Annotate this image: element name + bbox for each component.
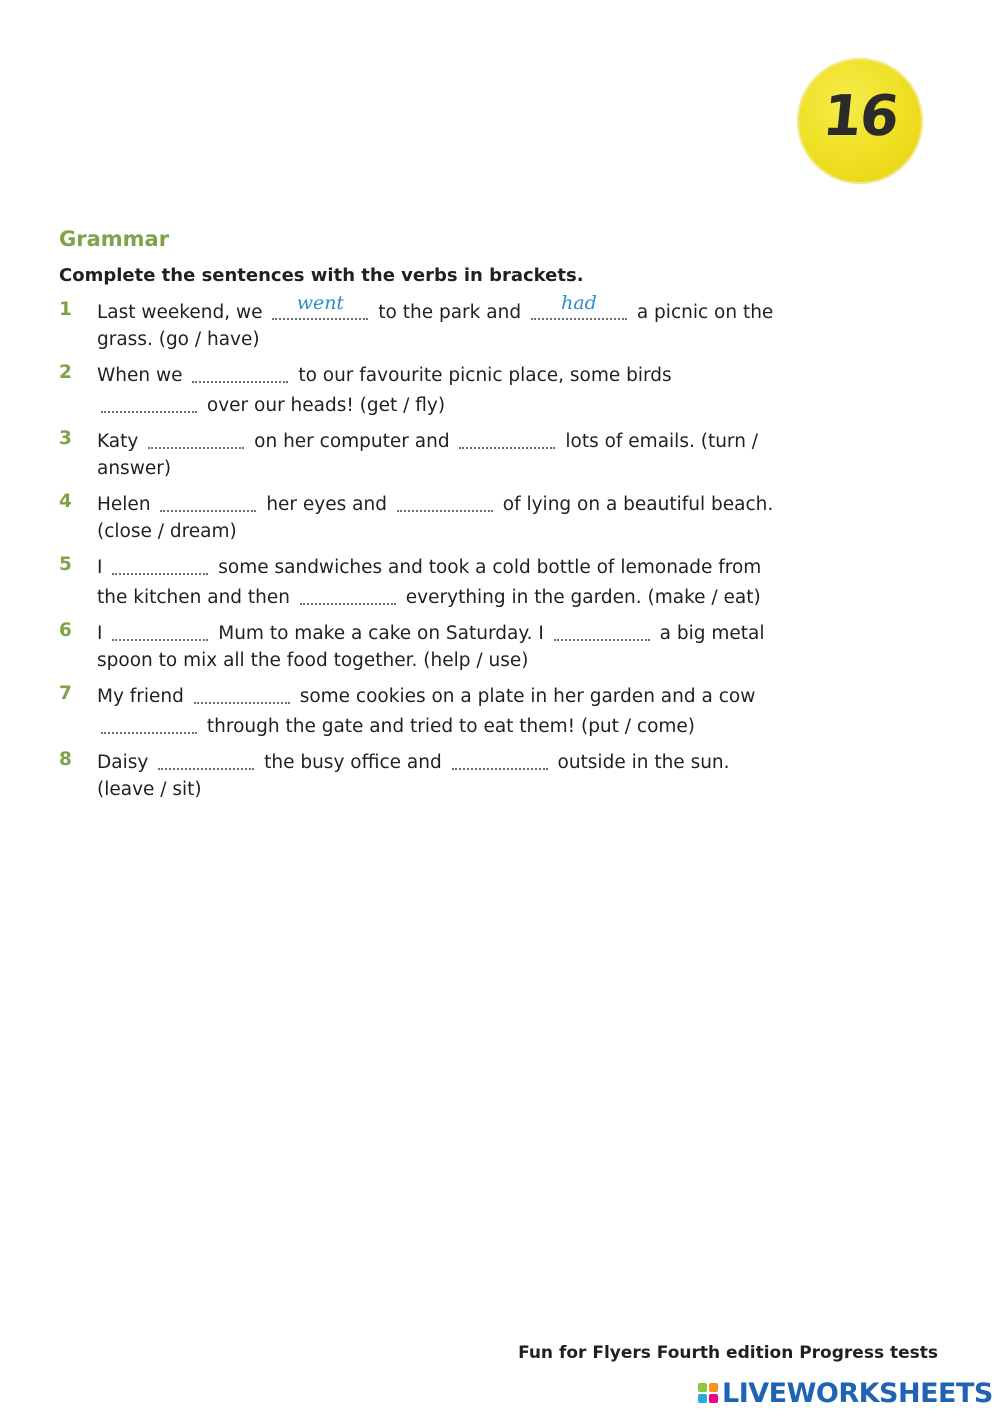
answer-blank[interactable] [531, 292, 627, 320]
question-text: outside in the sun. (leave / sit) [97, 752, 730, 800]
logo-square [698, 1394, 707, 1403]
question-number: 6 [59, 620, 72, 641]
answer-blank[interactable] [272, 292, 368, 320]
unit-badge [797, 58, 923, 184]
question-number: 7 [59, 683, 72, 704]
question-item [59, 680, 779, 740]
question-item [59, 359, 779, 419]
question-text: My friend [97, 686, 184, 707]
instructions: Complete the sentences with the verbs in brackets. [59, 265, 584, 286]
question-text: I [97, 557, 103, 578]
question-number: 1 [59, 299, 72, 320]
answer-blank[interactable] [101, 389, 197, 413]
question-item [59, 551, 779, 611]
question-item [59, 292, 779, 353]
question-item [59, 746, 779, 803]
question-text: a big metal spoon to mix all the food together. (help / use) [97, 623, 765, 671]
answer-blank[interactable] [112, 551, 208, 575]
answer-text: went [296, 292, 345, 314]
footer-title: Fun for Flyers Fourth edition Progress tests [518, 1343, 938, 1363]
question-text: the busy office and [264, 752, 442, 773]
answer-blank[interactable] [112, 617, 208, 641]
question-text: some cookies on a plate in her garden and a cow [299, 686, 756, 707]
question-text: Daisy [97, 752, 149, 773]
question-text: to the park and [378, 302, 522, 323]
question-list [59, 292, 779, 809]
question-text: Last weekend, we [97, 302, 263, 323]
section-title: Grammar [59, 227, 170, 251]
question-text: Mum to make a cake on Saturday. I [218, 623, 544, 644]
answer-blank[interactable] [397, 488, 493, 512]
liveworksheets-logo-icon [698, 1383, 718, 1403]
answer-blank[interactable] [459, 425, 555, 449]
question-text: a picnic on the grass. (go / have) [97, 302, 774, 350]
answer-blank[interactable] [452, 746, 548, 770]
question-number: 4 [59, 491, 72, 512]
question-text: of lying on a beautiful beach. (close / dream) [97, 494, 774, 542]
question-number: 8 [59, 749, 72, 770]
question-text: Helen [97, 494, 151, 515]
question-text: I [97, 623, 103, 644]
logo-square [709, 1383, 718, 1392]
answer-blank[interactable] [194, 680, 290, 704]
question-text: on her computer and [254, 431, 450, 452]
question-number: 3 [59, 428, 72, 449]
brand-name: LIVEWORKSHEETS [722, 1377, 993, 1409]
answer-blank[interactable] [158, 746, 254, 770]
question-text: to our favourite picnic place, some birds [298, 365, 672, 386]
question-text: When we [97, 365, 183, 386]
question-text: her eyes and [266, 494, 387, 515]
question-text: over our heads! (get / fly) [206, 395, 446, 416]
question-text: some sandwiches and took a cold bottle of lemonade from the kitchen and then [97, 557, 762, 608]
question-text: lots of emails. (turn / answer) [97, 431, 759, 479]
question-text: Katy [97, 431, 139, 452]
question-text: through the gate and tried to eat them! (put / come) [206, 716, 696, 737]
answer-blank[interactable] [192, 359, 288, 383]
answer-blank[interactable] [300, 581, 396, 605]
unit-number: 16 [819, 84, 901, 149]
question-text: everything in the garden. (make / eat) [405, 587, 761, 608]
question-item [59, 617, 779, 674]
answer-blank[interactable] [101, 710, 197, 734]
question-number: 2 [59, 362, 72, 383]
logo-square [709, 1394, 718, 1403]
question-number: 5 [59, 554, 72, 575]
liveworksheets-brand[interactable] [698, 1377, 993, 1409]
question-item [59, 488, 779, 545]
answer-text: had [561, 292, 597, 314]
answer-blank[interactable] [148, 425, 244, 449]
logo-square [698, 1383, 707, 1392]
answer-blank[interactable] [554, 617, 650, 641]
answer-blank[interactable] [160, 488, 256, 512]
question-item [59, 425, 779, 482]
